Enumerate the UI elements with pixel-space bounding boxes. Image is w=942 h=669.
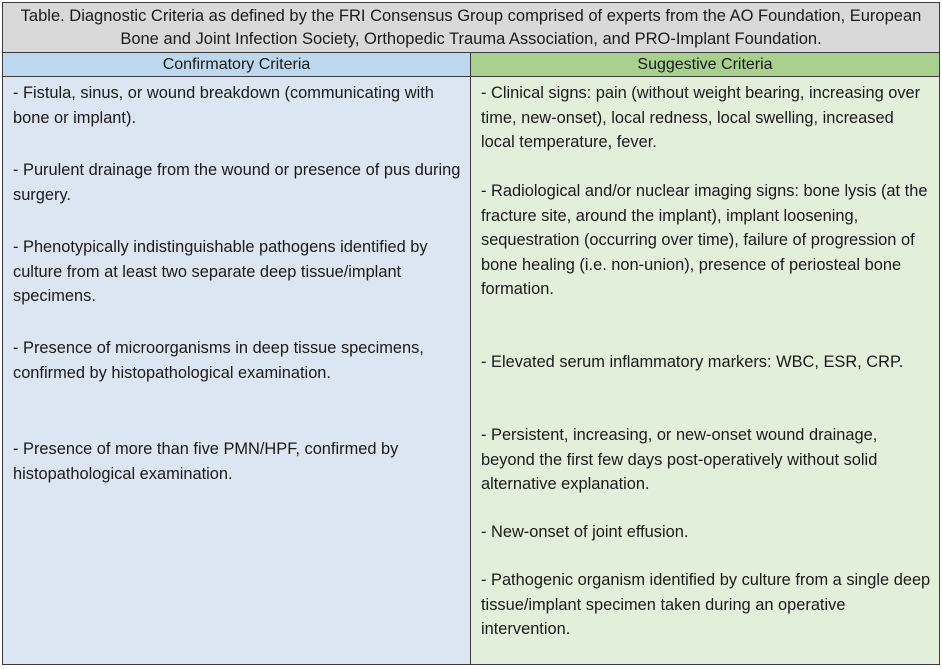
confirmatory-list xyxy=(3,77,470,664)
confirmatory-column xyxy=(3,53,471,664)
suggestive-header: Suggestive Criteria xyxy=(471,53,939,77)
suggestive-item: - Persistent, increasing, or new-onset wound drainage, beyond the first few days post-operatively without solid alternative explanation. xyxy=(481,426,878,494)
confirmatory-item: - Presence of more than five PMN/HPF, confirmed by histopathological examination. xyxy=(13,440,399,483)
table-columns xyxy=(3,53,939,664)
confirmatory-item: - Purulent drainage from the wound or presence of pus during surgery. xyxy=(13,161,461,204)
confirmatory-item: - Fistula, sinus, or wound breakdown (communicating with bone or implant). xyxy=(13,84,434,127)
confirmatory-item: - Presence of microorganisms in deep tissue specimens, confirmed by histopathological examination. xyxy=(13,339,424,382)
confirmatory-item: - Phenotypically indistinguishable pathogens identified by culture from at least two separate deep tissue/implant specimens. xyxy=(13,238,428,306)
table-caption: Table. Diagnostic Criteria as defined by the FRI Consensus Group comprised of experts from the AO Foundation, European Bone and Joint Infection Society, Orthopedic Trauma Association, and PRO-Implant Foundation. xyxy=(3,3,939,53)
suggestive-list xyxy=(471,77,939,664)
suggestive-item: - Radiological and/or nuclear imaging signs: bone lysis (at the fracture site, around the implant), implant loosening, sequestration (occurring over time), failure of progression of bone healing (i.e. non-union), presence of periosteal bone formation. xyxy=(481,182,928,299)
suggestive-item: - Elevated serum inflammatory markers: WBC, ESR, CRP. xyxy=(481,353,904,371)
criteria-table xyxy=(2,2,940,665)
suggestive-item: - Clinical signs: pain (without weight bearing, increasing over time, new-onset), local redness, local swelling, increased local temperature, fever. xyxy=(481,84,921,152)
suggestive-column xyxy=(471,53,939,664)
suggestive-item: - Pathogenic organism identified by culture from a single deep tissue/implant specimen taken during an operative intervention. xyxy=(481,571,931,639)
suggestive-item: - New-onset of joint effusion. xyxy=(481,523,689,541)
confirmatory-header: Confirmatory Criteria xyxy=(3,53,470,77)
